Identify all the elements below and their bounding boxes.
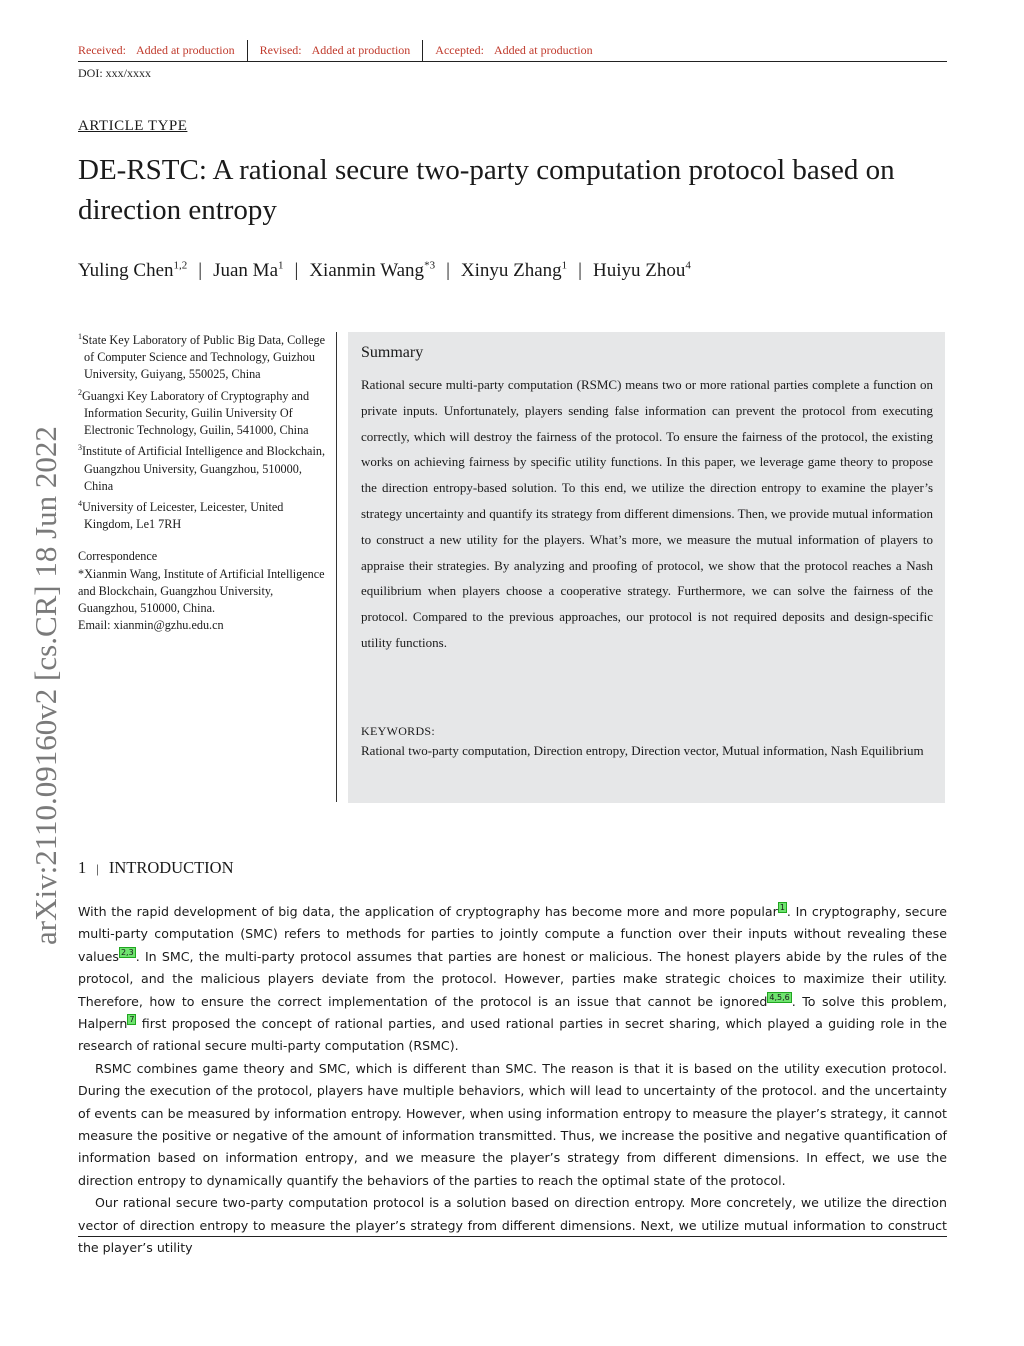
author: Xianmin Wang$^{*3}$: [309, 260, 436, 282]
author-separator: |: [578, 260, 582, 282]
correspondence-email[interactable]: Email: xianmin@gzhu.edu.cn: [78, 618, 224, 633]
paragraph: With the rapid development of big data, the application of cryptography has become more and more popular 1 . In cryptography, secure multi-party computation (SMC) refers to methods for parties to jointly compute a function over their inputs without revealing these values 2,3 . In SMC, the multi-party protocol assumes that parties are honest or malicious. The honest players abide by the rules of the protocol, and the malicious players deviate from the protocol. However, parties make strategic choices to maximize their utility. Therefore, how to ensure the correct implementation of the protocol is an issue that cannot be ignored 4,5,6 . To solve this problem, Halpern 7 first proposed the concept of rational parties, and used rational parties in secret sharing, which played a guiding role in the research of rational secure multi-party computation (RSMC).: [78, 903, 947, 1054]
author-separator: |: [198, 260, 203, 282]
author: Yuling Chen$^{1,2}$: [78, 260, 188, 282]
correspondence-heading: Correspondence: [78, 549, 158, 564]
summary-heading: Summary: [361, 344, 424, 361]
paragraph: Our rational secure two-party computation protocol is a solution based on direction entropy. More concretely, we utilize the direction vector of direction entropy to measure the player’s strategy from different dimensions. Next, we utilize mutual information to construct the player’s utility: [78, 1195, 947, 1256]
footer-rule: [78, 1236, 947, 1237]
summary-box: [348, 332, 945, 803]
affiliation: $^1$State Key Laboratory of Public Big Data, College of Computer Science and Technology, Guizhou University, Guiyang, 550025, China: [78, 332, 326, 382]
correspondence-text: *Xianmin Wang, Institute of Artificial Intelligence and Blockchain, Guangzhou University, Guangzhou, 510000, China.: [78, 566, 325, 616]
author-list: [78, 260, 691, 282]
author: Juan Ma$^1$: [213, 260, 284, 282]
affiliation: $^2$Guangxi Key Laboratory of Cryptography and Information Security, Guilin University Of Electronic Technology, Guilin, 541000, China: [78, 387, 310, 438]
received-date: Received: Added at production: [78, 43, 235, 57]
doi: DOI: xxx/xxxx: [78, 66, 151, 80]
affiliation: $^3$Institute of Artificial Intelligence and Blockchain, Guangzhou University, Guangzhou, 510000, China: [78, 443, 325, 493]
arxiv-identifier[interactable]: arXiv:2110.09160v2 [cs.CR] 18 Jun 2022: [28, 426, 63, 945]
affiliations: [78, 328, 330, 635]
affiliation: $^4$University of Leicester, Leicester, United Kingdom, Le1 7RH: [78, 499, 284, 532]
article-type: ARTICLE TYPE: [78, 118, 188, 134]
paper-title: DE-RSTC: A rational secure two-party computation protocol based on direction entropy: [78, 154, 895, 226]
citation-link[interactable]: 4,5,6: [769, 992, 790, 1002]
revised-date: Revised: Added at production: [247, 40, 423, 61]
keywords-heading: KEYWORDS:: [361, 724, 436, 738]
citation-link[interactable]: 7: [129, 1015, 135, 1025]
author-separator: |: [294, 260, 299, 282]
publication-dates-bar: [78, 40, 947, 62]
column-divider: [336, 332, 337, 802]
paragraph: RSMC combines game theory and SMC, which is different than SMC. The reason is that it is based on the utility execution protocol. During the execution of the protocol, players have multiple behaviors, which will lead to uncertainty of the protocol. and the uncertainty of events can be measured by information entropy. However, when using information entropy to measure the player’s strategy, it cannot measure the positive or negative of the amount of information transmitted. Thus, we increase the positive and negative quantification of information based on information entropy, and we measure the player’s strategy from different dimensions. In effect, we use the direction entropy to dynamically quantify the behaviors of the parties to reach the optimal state of the protocol.: [78, 1060, 947, 1188]
introduction-body: [78, 901, 947, 1260]
author-separator: |: [446, 260, 450, 282]
author: Xinyu Zhang$^1$: [460, 260, 568, 282]
author: Huiyu Zhou$^4$: [592, 260, 691, 282]
summary-text: Rational secure multi-party computation (RSMC) means two or more rational parties complete a function on private inputs. Unfortunately, players sending false information can prevent the protocol from executing correctly, which will destroy the fairness of the protocol. To ensure the fairness of the protocol, the existing works on achieving fairness by specific utility functions. In this paper, we leverage game theory to propose the direction entropy-based solution. To this end, we utilize the direction entropy to examine the player’s strategy uncertainty and quantify its strategy from different dimensions. Then, we provide mutual information to construct a new utility for the players. What’s more, we measure the mutual information of players to appraise their strategies. By analyzing and proofing of protocol, we show that the protocol reaches a Nash equilibrium when players choose a cooperative strategy. Furthermore, we can solve the fairness of the protocol. Compared to the previous approaches, our protocol is not required deposits and design-specific utility functions.: [361, 377, 933, 650]
citation-link[interactable]: 2,3: [120, 947, 134, 957]
citation-link[interactable]: 1: [779, 903, 785, 912]
keywords-text: Rational two-party computation, Direction entropy, Direction vector, Mutual information, Nash Equilibrium: [361, 743, 924, 758]
accepted-date: Accepted: Added at production: [422, 40, 604, 61]
section-heading: 1 | INTRODUCTION: [78, 858, 234, 877]
